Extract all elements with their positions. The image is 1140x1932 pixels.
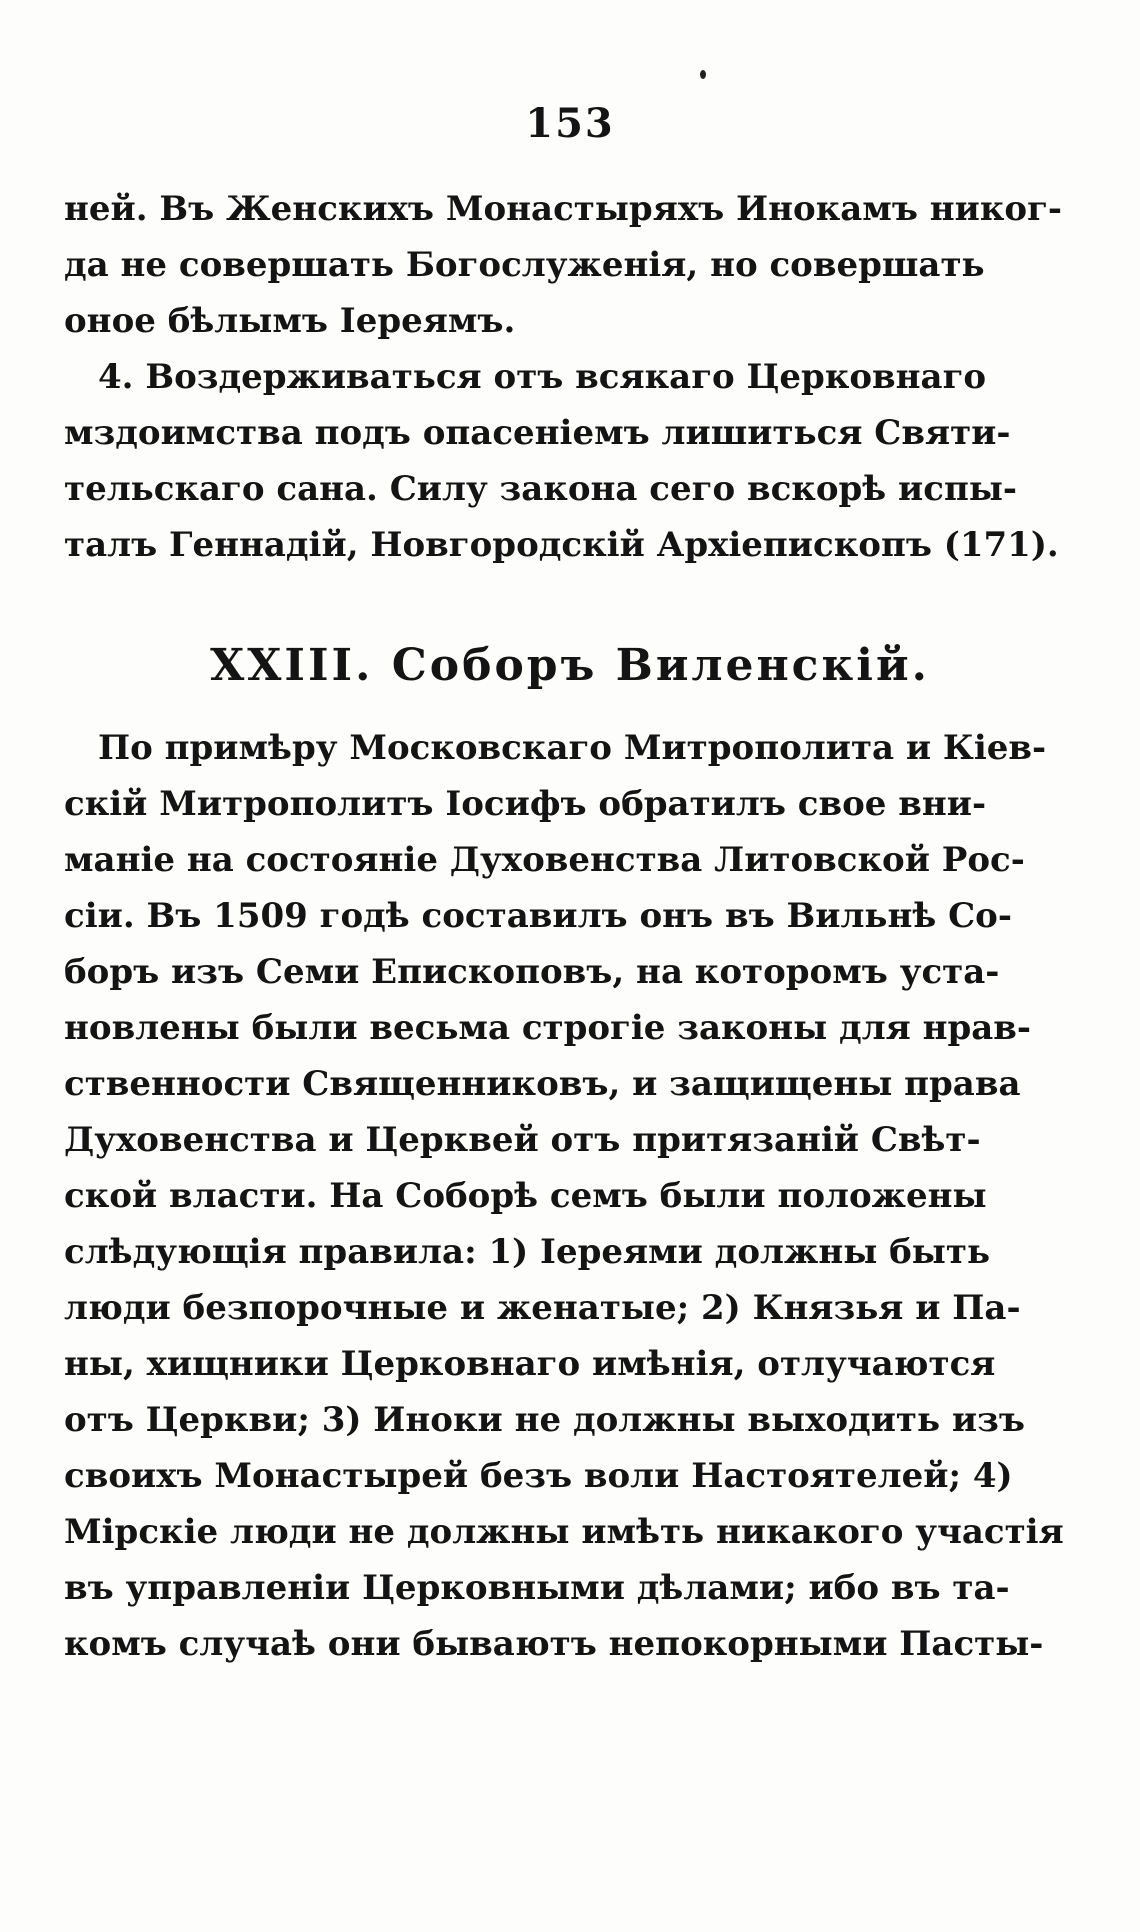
page-number: 153	[525, 100, 615, 147]
section-heading: XXIII. Соборъ Виленскій.	[210, 640, 930, 691]
text-line: въ управленіи Церковными дѣлами; ибо въ та-	[64, 1568, 1010, 1608]
text-line: комъ случаѣ они бываютъ непокорными Пасты-	[64, 1624, 1044, 1664]
text-line: маніе на состояніе Духовенства Литовской Рос-	[64, 840, 1025, 880]
text-line: отъ Церкви; 3) Иноки не должны выходить изъ	[64, 1400, 1025, 1440]
text-line: ны, хищники Церковнаго имѣнія, отлучаются	[64, 1344, 996, 1384]
text-line: 4. Воздерживаться отъ всякаго Церковнаго	[98, 357, 987, 397]
text-line: Духовенства и Церквей отъ притязаній Свѣт-	[64, 1120, 981, 1160]
text-line: ней. Въ Женскихъ Монастыряхъ Инокамъ никог-	[64, 189, 1063, 229]
text-block-top	[64, 181, 1063, 573]
text-line: сіи. Въ 1509 годѣ составилъ онъ въ Вильнѣ Со-	[64, 896, 1012, 936]
text-block-main	[64, 720, 1064, 1672]
text-line: ственности Священниковъ, и защищены права	[64, 1064, 1021, 1104]
text-line: мздоимства подъ опасеніемъ лишиться Святи-	[64, 413, 1011, 453]
text-line: ской власти. На Соборѣ семъ были положены	[64, 1176, 987, 1216]
text-line: скій Митрополитъ Іосифъ обратилъ свое вни-	[64, 784, 987, 824]
text-line: Мірскіе люди не должны имѣть никакого участія	[64, 1512, 1064, 1552]
text-line: оное бѣлымъ Іереямъ.	[64, 301, 516, 341]
text-line: люди безпорочные и женатые; 2) Князья и Па-	[64, 1288, 1021, 1328]
text-line: новлены были весьма строгіе законы для нрав-	[64, 1008, 1032, 1048]
text-line: слѣдующія правила: 1) Іереями должны быть	[64, 1232, 991, 1272]
text-line: талъ Геннадій, Новгородскій Архіепископъ (171).	[64, 525, 1059, 565]
text-line: По примѣру Московскаго Митрополита и Кіев-	[98, 728, 1047, 768]
text-line: тельскаго сана. Силу закона сего вскорѣ испы-	[64, 469, 1018, 509]
text-line: своихъ Монастырей безъ воли Настоятелей; 4)	[64, 1456, 1013, 1496]
text-line: боръ изъ Семи Епископовъ, на которомъ уста-	[64, 952, 1000, 992]
ink-speck	[700, 70, 706, 79]
text-line: да не совершать Богослуженія, но совершать	[64, 245, 985, 285]
